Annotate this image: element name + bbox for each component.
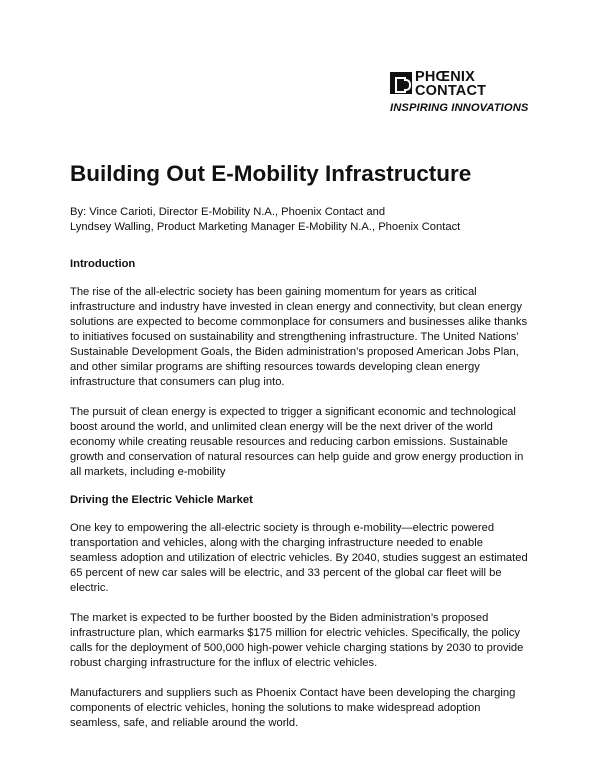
paragraph: The pursuit of clean energy is expected to trigger a significant economic and technological boost around the world, and unlimited clean energy will be the next driver of the world economy while creating reusable resources and reducing carbon emissions. Sustainable growth and conservation of natural resources can help guide and grow energy production in all markets, including e-mobility bbox=[70, 406, 524, 478]
byline-line-1: By: Vince Carioti, Director E-Mobility N.A., Phoenix Contact and bbox=[70, 206, 386, 218]
section-heading-introduction: Introduction bbox=[70, 258, 136, 270]
paragraph: The rise of the all-electric society has been gaining momentum for years as critical infrastructure and industry have invested in clean energy and connectivity, but clean energy solutions are expected to become commonplace for consumers and businesses alike thanks to initiatives focused on sustainability and strengthening infrastructure. The United Nations’ Sustainable Development Goals, the Biden administration’s proposed American Jobs Plan, and other similar programs are shifting resources towards developing clean energy infrastructure that consumers can plug into. bbox=[70, 286, 528, 388]
phoenix-logo-mark-icon bbox=[390, 72, 412, 94]
paragraph: Manufacturers and suppliers such as Phoenix Contact have been developing the charging components of electric vehicles, honing the solutions to make widespread adoption seamless, safe, and reliable around the world. bbox=[70, 687, 516, 729]
phoenix-contact-logo bbox=[390, 70, 530, 120]
paragraph: The market is expected to be further boosted by the Biden administration’s proposed infrastructure plan, which earmarks $175 million for electric vehicles. Specifically, the policy calls for the deployment of 500,000 high-power vehicle charging stations by 2030 to provide robust charging infrastructure for the influx of electric vehicles. bbox=[70, 612, 524, 669]
logo-tagline: INSPIRING INNOVATIONS bbox=[390, 102, 529, 114]
page-title: Building Out E-Mobility Infrastructure bbox=[70, 161, 472, 186]
byline-line-2: Lyndsey Walling, Product Marketing Manager E-Mobility N.A., Phoenix Contact bbox=[70, 221, 461, 233]
document-body bbox=[70, 160, 530, 731]
byline bbox=[70, 205, 530, 235]
paragraph: One key to empowering the all-electric society is through e-mobility—electric powered transportation and vehicles, along with the charging infrastructure needed to enable seamless adoption and utilization of electric vehicles. By 2040, studies suggest an estimated 65 percent of new car sales will be electric, and 33 percent of the global car fleet will be electric. bbox=[70, 522, 528, 594]
section-heading-ev-market: Driving the Electric Vehicle Market bbox=[70, 494, 253, 506]
logo-wordmark-line2: CONTACT bbox=[415, 83, 487, 99]
logo-wordmark-line1: PHŒNIX bbox=[415, 69, 476, 85]
